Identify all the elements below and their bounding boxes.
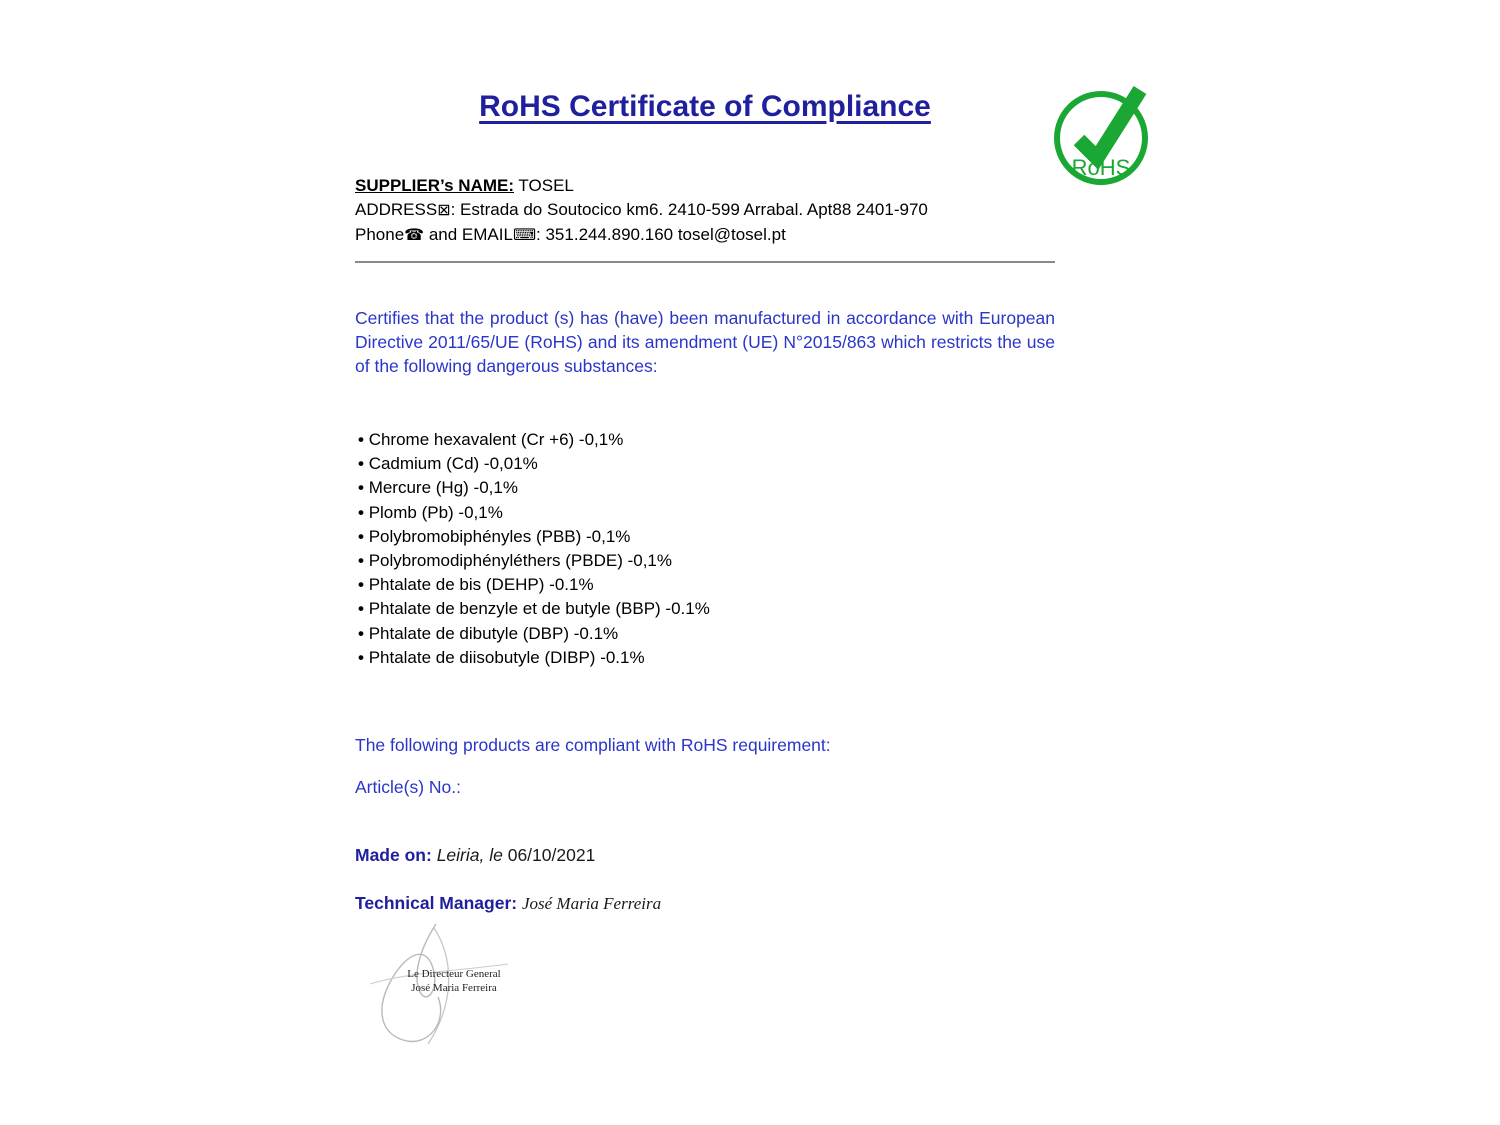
made-on-date: 06/10/2021 [507, 845, 596, 865]
email-label: and EMAIL [424, 225, 513, 244]
list-item: • Polybromodiphényléthers (PBDE) -0,1% [358, 549, 1058, 573]
signature-block [358, 922, 538, 1052]
supplier-name-value: TOSEL [514, 176, 574, 195]
address-label: ADDRESS [355, 200, 438, 219]
technical-manager-name: José Maria Ferreira [521, 894, 662, 913]
address-value: : Estrada do Soutocico km6. 2410-599 Arrabal. Apt88 2401-970 [450, 200, 928, 219]
contact-value: : 351.244.890.160 tosel@tosel.pt [536, 225, 786, 244]
signature-text [394, 967, 514, 995]
rohs-logo-label: RoHS [1071, 155, 1131, 180]
supplier-name-label: SUPPLIER’s NAME: [355, 176, 515, 195]
horizontal-divider [355, 261, 1055, 263]
list-item: • Phtalate de bis (DEHP) -0.1% [358, 573, 1058, 597]
supplier-address-line [355, 198, 1075, 223]
certification-statement: Certifies that the product (s) has (have) been manufactured in accordance with European Directive 2011/65/UE (RoHS) and its amendment (UE) N°2015/863 which restricts the use of the following dangerous substances: [355, 308, 1055, 376]
supplier-contact-line [355, 223, 1075, 248]
list-item: • Mercure (Hg) -0,1% [358, 476, 1058, 500]
substances-list [358, 428, 1058, 670]
envelope-icon: ⊠ [437, 202, 451, 219]
list-item: • Phtalate de diisobutyle (DIBP) -0.1% [358, 646, 1058, 670]
article-number-line: Article(s) No.: [355, 777, 461, 797]
list-item: • Plomb (Pb) -0,1% [358, 501, 1058, 525]
technical-manager-line [355, 893, 661, 914]
supplier-block [355, 174, 1075, 248]
phone-label: Phone [355, 225, 405, 244]
list-item: • Cadmium (Cd) -0,01% [358, 452, 1058, 476]
made-on-label: Made on: [355, 845, 432, 865]
made-on-line [355, 845, 595, 866]
list-item: • Chrome hexavalent (Cr +6) -0,1% [358, 428, 1058, 452]
supplier-name-line [355, 174, 1075, 198]
phone-icon: ☎ [404, 227, 425, 244]
list-item: • Phtalate de dibutyle (DBP) -0.1% [358, 622, 1058, 646]
page-title [355, 90, 1055, 124]
technical-manager-label: Technical Manager: [355, 893, 518, 913]
made-on-place: Leiria, le [436, 845, 503, 865]
rohs-logo [1050, 80, 1152, 188]
keyboard-icon: ⌨ [512, 227, 537, 244]
rohs-checkmark-icon [1050, 80, 1152, 188]
list-item: • Phtalate de benzyle et de butyle (BBP) -0.1% [358, 597, 1058, 621]
page-title-text: RoHS Certificate of Compliance [479, 90, 931, 123]
compliance-statement: The following products are compliant with RoHS requirement: [355, 735, 831, 755]
signature-line1: Le Directeur General [407, 968, 501, 980]
list-item: • Polybromobiphényles (PBB) -0,1% [358, 525, 1058, 549]
signature-line2: José Maria Ferreira [411, 982, 497, 994]
